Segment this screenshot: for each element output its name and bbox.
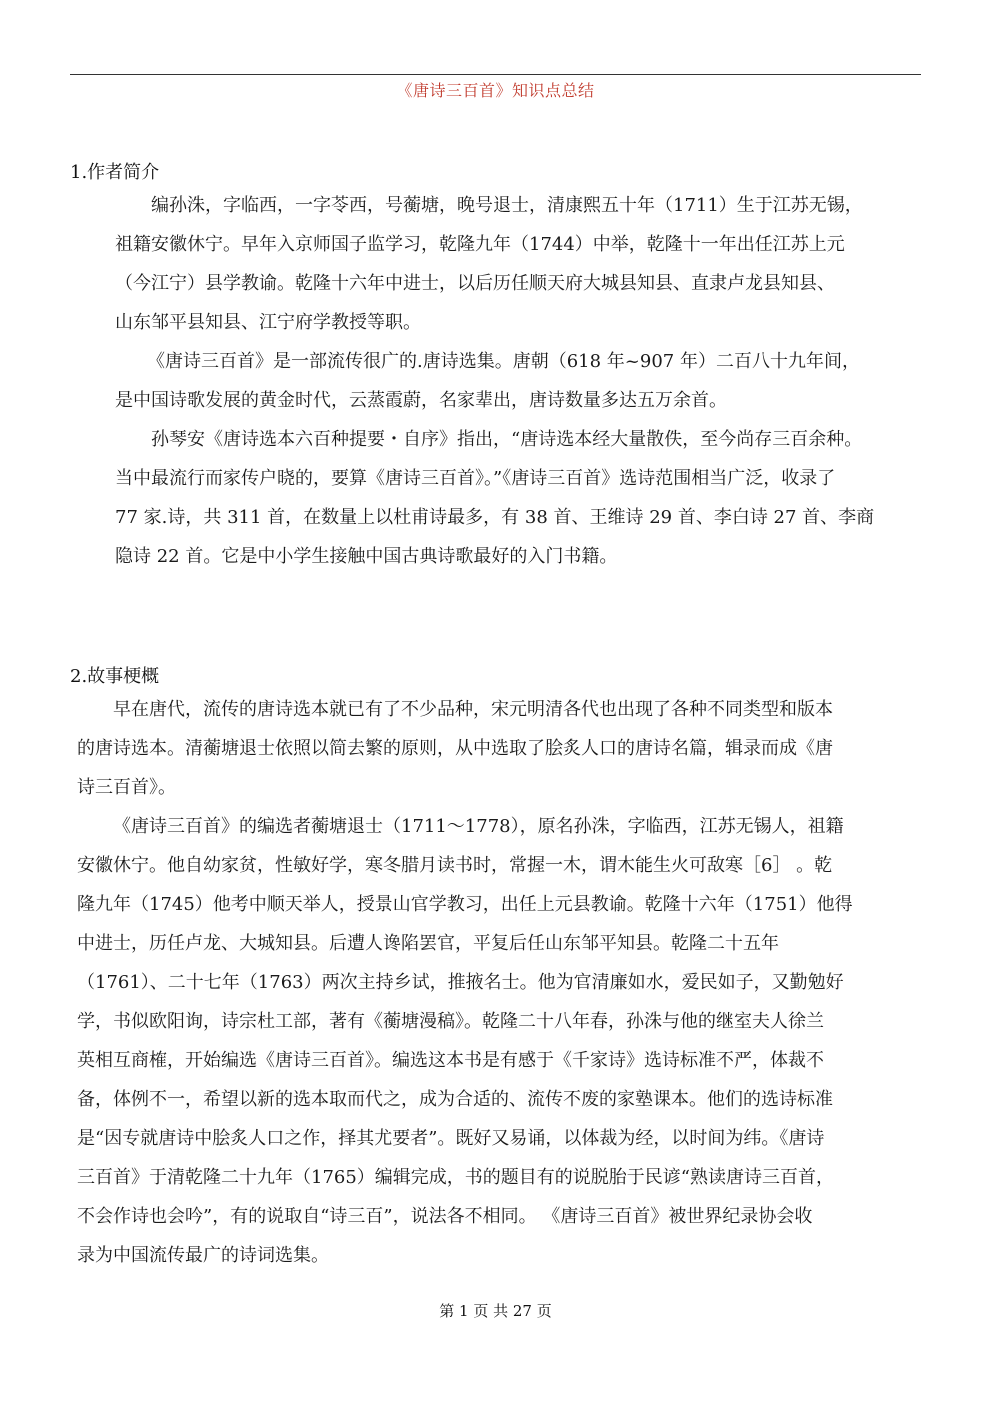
text-line: 早在唐代，流传的唐诗选本就已有了不少品种，宋元明清各代也出现了各种不同类型和版本 (113, 699, 833, 720)
text-line: （1761）、二十七年（1763）两次主持乡试，推掖名士。他为官清廉如水，爱民如子，又勤勉好 (77, 972, 844, 993)
page-number: 第 1 页 共 27 页 (439, 1302, 552, 1320)
text-line: 中进士，历任卢龙、大城知县。后遭人谗陷罢官，平复后任山东邹平知县。乾隆二十五年 (77, 933, 779, 954)
paragraph (77, 807, 945, 1275)
text-line: 孙琴安《唐诗选本六百种提要・自序》指出，“唐诗选本经大量散佚，至今尚存三百余种。 (151, 429, 863, 450)
section-heading-summary: 2.故事梗概 (70, 666, 160, 687)
text-line: 诗三百首》。 (77, 777, 176, 798)
text-line: 《唐诗三百首》的编选者蘅塘退士（1711～1778），原名孙洙，字临西，江苏无锡人，祖籍 (113, 816, 844, 837)
text-line: 备，体例不一，希望以新的选本取而代之，成为合适的、流传不废的家塾课本。他们的选诗标准 (77, 1089, 833, 1110)
text-line: 祖籍安徽休宁。早年入京师国子监学习，乾隆九年（1744）中举，乾隆十一年出任江苏上元 (115, 234, 845, 255)
text-line: 学，书似欧阳询，诗宗杜工部，著有《蘅塘漫稿》。乾隆二十八年春，孙洙与他的继室夫人徐兰 (77, 1011, 824, 1032)
paragraph (115, 186, 945, 342)
paragraph (115, 342, 945, 420)
text-line: 英相互商榷，开始编选《唐诗三百首》。编选这本书是有感于《千家诗》选诗标准不严，体裁不 (77, 1050, 824, 1071)
document-title: 《唐诗三百首》知识点总结 (396, 81, 595, 100)
paragraph (77, 690, 945, 807)
text-line: 隆九年（1745）他考中顺天举人，授景山官学教习，出任上元县教谕。乾隆十六年（1751）他得 (77, 894, 853, 915)
paragraph (115, 420, 945, 576)
text-line: （今江宁）县学教谕。乾隆十六年中进士，以后历任顺天府大城县知县、直隶卢龙县知县、 (115, 273, 835, 294)
section-heading-author: 1.作者简介 (70, 162, 160, 183)
text-line: 是中国诗歌发展的黄金时代，云蒸霞蔚，名家辈出，唐诗数量多达五万余首。 (115, 390, 727, 411)
text-line: 编孙洙，字临西，一字苓西，号蘅塘，晚号退士，清康熙五十年（1711）生于江苏无锡， (151, 195, 863, 216)
text-line: 山东邹平县知县、江宁府学教授等职。 (115, 312, 421, 333)
text-line: 隐诗 22 首。它是中小学生接触中国古典诗歌最好的入门书籍。 (115, 546, 618, 567)
text-line: 是“因专就唐诗中脍炙人口之作，择其尤要者”。既好又易诵，以体裁为经，以时间为纬。《唐诗 (77, 1128, 825, 1149)
text-line: 录为中国流传最广的诗词选集。 (77, 1245, 329, 1266)
text-line: 的唐诗选本。清蘅塘退士依照以简去繁的原则，从中选取了脍炙人口的唐诗名篇，辑录而成《唐 (77, 738, 833, 759)
text-line: 三百首》于清乾隆二十九年（1765）编辑完成，书的题目有的说脱胎于民谚“熟读唐诗三百首， (77, 1167, 835, 1188)
text-line: 《唐诗三百首》是一部流传很广的.唐诗选集。唐朝（618 年~907 年）二百八十九年间， (147, 351, 860, 372)
text-line: 安徽休宁。他自幼家贫，性敏好学，寒冬腊月读书时，常握一木，谓木能生火可敌寒［6］ 。乾 (77, 855, 833, 876)
header-rule (70, 74, 921, 75)
text-line: 当中最流行而家传户晓的，要算《唐诗三百首》。”《唐诗三百首》选诗范围相当广泛，收录了 (115, 468, 836, 489)
text-line: 不会作诗也会吟”，有的说取自“诗三百”，说法各不相同。 《唐诗三百首》被世界纪录协会收 (77, 1206, 813, 1227)
text-line: 77 家.诗，共 311 首，在数量上以杜甫诗最多，有 38 首、王维诗 29 首、李白诗 27 首、李商 (115, 507, 875, 528)
